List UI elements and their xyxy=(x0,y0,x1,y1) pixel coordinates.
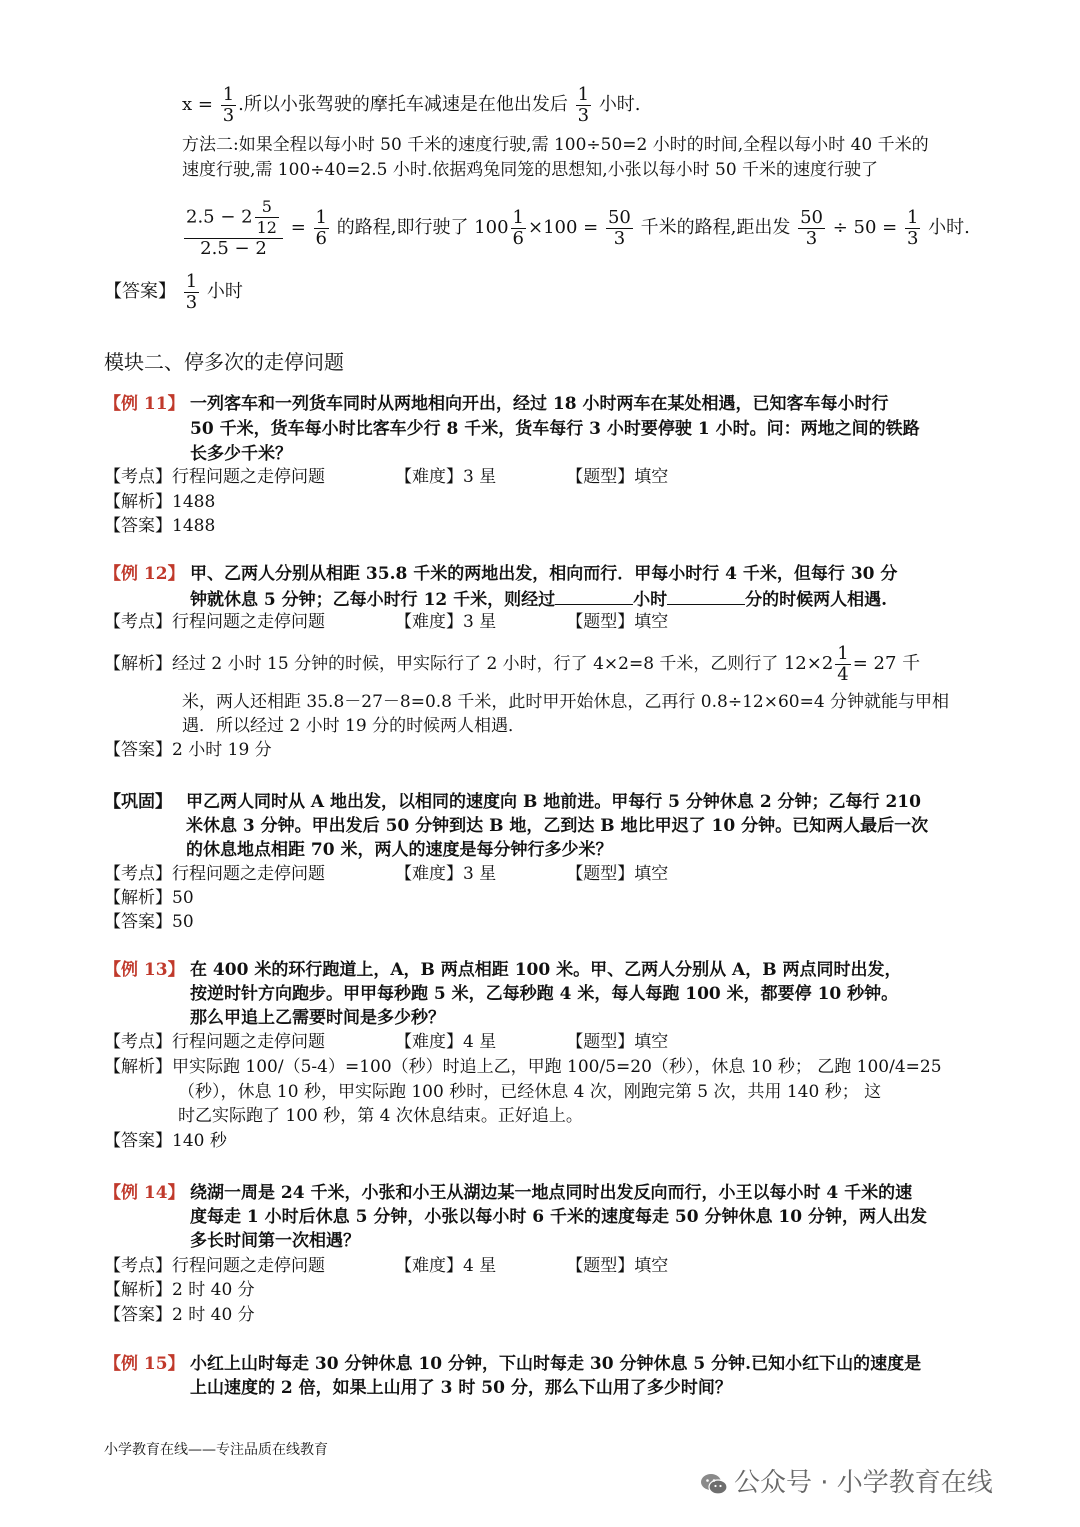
ex14-meta: 【考点】行程问题之走停问题 【难度】4 星 【题型】填空 xyxy=(104,1256,669,1276)
ex15-text-2: 上山速度的 2 倍，如果上山用了 3 时 50 分，那么下山用了多少时间？ xyxy=(190,1378,732,1398)
ex12-meta: 【考点】行程问题之走停问题 【难度】3 星 【题型】填空 xyxy=(104,612,669,632)
ex12-analysis-2: 米，两人还相距 35.8－27－8=0.8 千米，此时甲开始休息，乙再行 0.8÷12×60=4 分钟就能与甲相 xyxy=(182,692,950,712)
ex12-text-1: 甲、乙两人分别从相距 35.8 千米的两地出发，相向而行．甲每小时行 4 千米，但每行 30 分 xyxy=(190,564,898,584)
ex12-answer: 【答案】2 小时 19 分 xyxy=(104,740,272,760)
ex13-analysis-1: 【解析】甲实际跑 100/（5-4）=100（秒）时追上乙，甲跑 100/5=20（秒），休息 10 秒； 乙跑 100/4=25 xyxy=(104,1057,942,1077)
ex13-meta: 【考点】行程问题之走停问题 【难度】4 星 【题型】填空 xyxy=(104,1032,669,1052)
ex11-text-1: 一列客车和一列货车同时从两地相向开出，经过 18 小时两车在某处相遇，已知客车每小时行 xyxy=(190,394,889,414)
ex14-text-1: 绕湖一周是 24 千米，小张和小王从湖边某一地点同时出发反向而行，小王以每小时 4 千米的速 xyxy=(190,1183,913,1203)
ex11-text-2: 50 千米，货车每小时比客车少行 8 千米，货车每行 3 小时要停驶 1 小时。问：两地之间的铁路 xyxy=(190,419,920,439)
cont-line-1: x = $\frac{1}{3}$ .所以小张驾驶的摩托车减速是在他出发后 $\frac{1}{3}$ 小时. xyxy=(182,83,641,126)
compound-fraction: 2.5 − 2 $\frac{5}{12}$ 2.5 − 2 xyxy=(184,197,283,259)
ex14-text-3: 多长时间第一次相遇？ xyxy=(190,1231,360,1251)
ex14-text-2: 度每走 1 小时后休息 5 分钟，小张以每小时 6 千米的速度每走 50 分钟休息 10 分钟，两人出发 xyxy=(190,1207,927,1227)
ex13-tag: 【例 13】 xyxy=(104,960,185,980)
gg-analysis: 【解析】50 xyxy=(104,888,194,908)
answer-line: 【答案】 $\frac{1}{3}$ 小时 xyxy=(104,270,243,313)
ex12-analysis-1: 【解析】经过 2 小时 15 分钟的时候，甲实际行了 2 小时，行了 4×2=8 千米，乙则行了 12×2 $\frac{1}{4}$ = 27 千 xyxy=(104,643,921,685)
ex11-answer: 【答案】1488 xyxy=(104,516,216,536)
fraction: $\frac{1}{3}$ xyxy=(577,83,590,126)
module-title: 模块二、停多次的走停问题 xyxy=(104,350,344,374)
ex15-tag: 【例 15】 xyxy=(104,1354,185,1374)
ex11-text-3: 长多少千米？ xyxy=(190,444,292,464)
ex11-analysis: 【解析】1488 xyxy=(104,492,216,512)
method2-line-2: 速度行驶,需 100÷40=2.5 小时.依据鸡兔同笼的思想知,小张以每小时 50 千米的速度行驶了 xyxy=(182,160,879,180)
answer-blank-hours xyxy=(555,586,633,605)
ex14-analysis: 【解析】2 时 40 分 xyxy=(104,1280,255,1300)
ex13-analysis-3: 时乙实际跑了 100 秒，第 4 次休息结束。正好追上。 xyxy=(178,1106,583,1126)
fraction: $\frac{1}{3}$ xyxy=(222,83,235,126)
ex12-tag: 【例 12】 xyxy=(104,564,185,584)
ex11-meta: 【考点】行程问题之走停问题 【难度】3 星 【题型】填空 xyxy=(104,467,669,487)
wechat-icon xyxy=(700,1473,728,1495)
method2-formula: 2.5 − 2 $\frac{5}{12}$ 2.5 − 2 = $\frac{1}{6}$ 的路程,即行驶了 100 $\frac{1}{6}$ ×100 = $\frac{50}{3}$ 千米的路程,距出发 $\frac{50}{3}$ ÷ 50 = $\frac{1}{3}$ 小时. xyxy=(186,197,970,259)
ex13-text-2: 按逆时针方向跑步。甲甲每秒跑 5 米，乙每秒跑 4 米，每人每跑 100 米，都要停 10 秒钟。 xyxy=(190,984,899,1004)
ex13-analysis-2: （秒），休息 10 秒，甲实际跑 100 秒时，已经休息 4 次，刚跑完第 5 次，共用 140 秒； 这 xyxy=(178,1082,882,1102)
ex11-tag: 【例 11】 xyxy=(104,394,185,414)
gg-text-2: 米休息 3 分钟。甲出发后 50 分钟到达 B 地，乙到达 B 地比甲迟了 10 分钟。已知两人最后一次 xyxy=(186,816,929,836)
method2-line-1: 方法二:如果全程以每小时 50 千米的速度行驶,需 100÷50=2 小时的时间,全程以每小时 40 千米的 xyxy=(182,135,929,155)
answer-blank-minutes xyxy=(667,586,745,605)
ex13-text-1: 在 400 米的环行跑道上，A，B 两点相距 100 米。甲、乙两人分别从 A，B 两点同时出发， xyxy=(190,960,902,980)
ex13-answer: 【答案】140 秒 xyxy=(104,1131,227,1151)
watermark: 公众号 · 小学教育在线 xyxy=(700,1466,993,1500)
gg-meta: 【考点】行程问题之走停问题 【难度】3 星 【题型】填空 xyxy=(104,864,669,884)
ex12-text-2: 钟就休息 5 分钟；乙每小时行 12 千米，则经过 小时 分的时候两人相遇. xyxy=(190,586,887,612)
gg-answer: 【答案】50 xyxy=(104,912,194,932)
ex15-text-1: 小红上山时每走 30 分钟休息 10 分钟，下山时每走 30 分钟休息 5 分钟.已知小红下山的速度是 xyxy=(190,1354,922,1374)
gg-text-1: 甲乙两人同时从 A 地出发，以相同的速度向 B 地前进。甲每行 5 分钟休息 2 分钟；乙每行 210 xyxy=(186,792,921,812)
ex14-answer: 【答案】2 时 40 分 xyxy=(104,1305,255,1325)
gg-text-3: 的休息地点相距 70 米，两人的速度是每分钟行多少米？ xyxy=(186,840,613,860)
ex12-analysis-3: 遇．所以经过 2 小时 19 分的时候两人相遇． xyxy=(182,716,526,736)
page-footer: 小学教育在线——专注品质在线教育 xyxy=(104,1442,328,1458)
ex13-text-3: 那么甲追上乙需要时间是多少秒？ xyxy=(190,1008,445,1028)
ex14-tag: 【例 14】 xyxy=(104,1183,185,1203)
gg-tag: 【巩固】 xyxy=(104,792,172,812)
